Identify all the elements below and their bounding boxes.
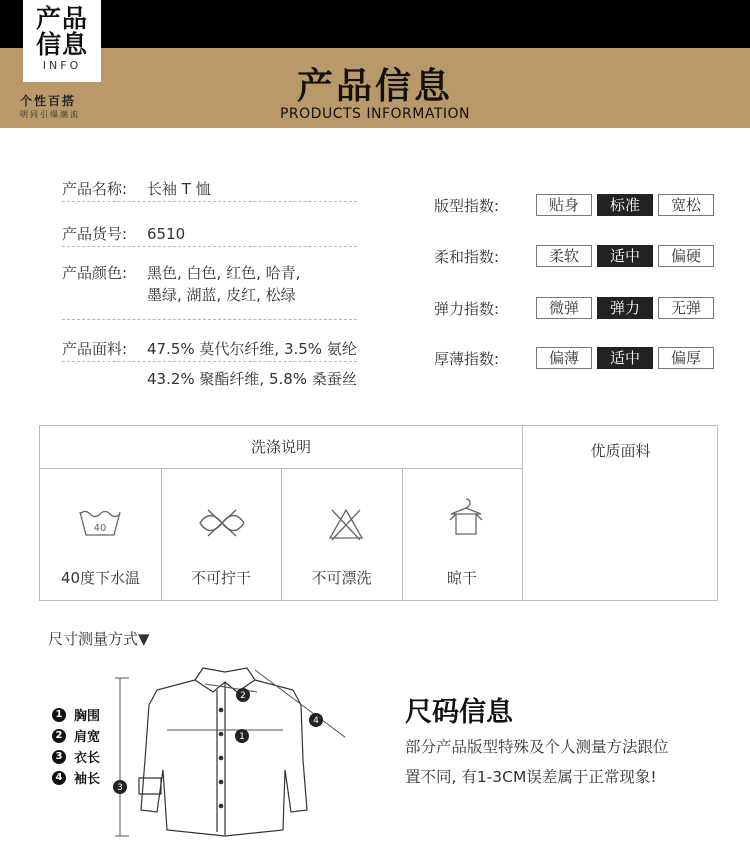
- page-title: 产品信息: [296, 66, 453, 107]
- diagram-marker-2: 2: [240, 691, 246, 701]
- info-value: 6510: [147, 225, 186, 243]
- legend-label: 衣长: [74, 751, 101, 766]
- index-label: 版型指数:: [434, 197, 500, 215]
- wash-table: [39, 425, 718, 601]
- wash-label: 晾干: [446, 569, 477, 587]
- index-option: 偏硬: [658, 245, 714, 267]
- wash-label: 不可漂洗: [311, 569, 372, 587]
- info-row-fabric: [62, 338, 357, 362]
- index-option: 偏薄: [536, 347, 592, 369]
- wash-header: 洗涤说明: [250, 438, 311, 456]
- no-wring-icon: [196, 506, 248, 540]
- legend-label: 胸围: [74, 709, 101, 724]
- info-value: 47.5% 莫代尔纤维, 3.5% 氨纶: [147, 340, 357, 358]
- info-label: 产品颜色:: [62, 264, 128, 282]
- logo-line2: 信息: [35, 30, 88, 59]
- info-row-sku: [62, 223, 357, 247]
- size-desc-line2: 置不同, 有1-3CM误差属于正常现象!: [405, 768, 657, 786]
- info-label: 产品名称:: [62, 180, 128, 198]
- index-option: 无弹: [658, 297, 714, 319]
- divider: [522, 426, 523, 600]
- size-title: 尺码信息: [405, 697, 513, 728]
- index-option: 贴身: [536, 194, 592, 216]
- index-option: 柔软: [536, 245, 592, 267]
- legend-number: 2: [52, 729, 66, 743]
- legend-number: 1: [52, 708, 66, 722]
- info-row-name: [62, 178, 357, 202]
- legend-item: [52, 747, 100, 766]
- header-top-bar: [0, 0, 750, 48]
- legend-item: [52, 768, 100, 787]
- slogan-line2: 明同引爆潮流: [20, 110, 80, 119]
- legend-number: 4: [52, 771, 66, 785]
- page-subtitle: PRODUCTS INFORMATION: [279, 106, 471, 122]
- logo-en: INFO: [42, 59, 82, 72]
- index-option: 偏厚: [658, 347, 714, 369]
- wash-40-icon: [78, 508, 122, 538]
- wash-label: 40度下水温: [60, 569, 141, 587]
- index-label: 厚薄指数:: [434, 350, 500, 368]
- size-desc-line1: 部分产品版型特殊及个人测量方法跟位: [405, 738, 669, 756]
- info-value: 43.2% 聚酯纤维, 5.8% 桑蚕丝: [147, 370, 357, 388]
- index-option: 弹力: [597, 297, 653, 319]
- info-label: 产品货号:: [62, 225, 128, 243]
- wash-temp-text: 40: [93, 523, 107, 534]
- index-option: 宽松: [658, 194, 714, 216]
- slogan-line1: 个性百搭: [20, 94, 77, 108]
- legend-number: 3: [52, 750, 66, 764]
- shirt-diagram: [105, 660, 345, 850]
- hang-dry-icon: [446, 496, 486, 540]
- index-label: 弹力指数:: [434, 300, 500, 318]
- quality-header: 优质面料: [590, 442, 651, 460]
- legend-item: [52, 726, 100, 745]
- legend-label: 袖长: [74, 772, 101, 787]
- info-label: 产品面料:: [62, 340, 128, 358]
- info-value: 黑色, 白色, 红色, 哈青,: [147, 264, 301, 282]
- info-row-color: [62, 262, 357, 320]
- diagram-marker-4: 4: [313, 716, 319, 726]
- index-label: 柔和指数:: [434, 248, 500, 266]
- index-option: 标准: [597, 194, 653, 216]
- measure-title: 尺寸测量方式▼: [48, 630, 150, 648]
- diagram-marker-1: 1: [239, 732, 245, 742]
- index-option: 适中: [597, 245, 653, 267]
- index-option: 适中: [597, 347, 653, 369]
- wash-label: 不可拧干: [190, 569, 251, 587]
- diagram-marker-3: 3: [117, 783, 123, 793]
- info-value: 长袖 T 恤: [147, 180, 211, 198]
- index-option: 微弹: [536, 297, 592, 319]
- info-value: 墨绿, 湖蓝, 皮红, 松绿: [147, 286, 296, 304]
- legend-label: 肩宽: [74, 730, 101, 745]
- no-bleach-icon: [326, 506, 366, 542]
- legend-item: [52, 705, 100, 724]
- logo-line1: 产品: [35, 4, 88, 33]
